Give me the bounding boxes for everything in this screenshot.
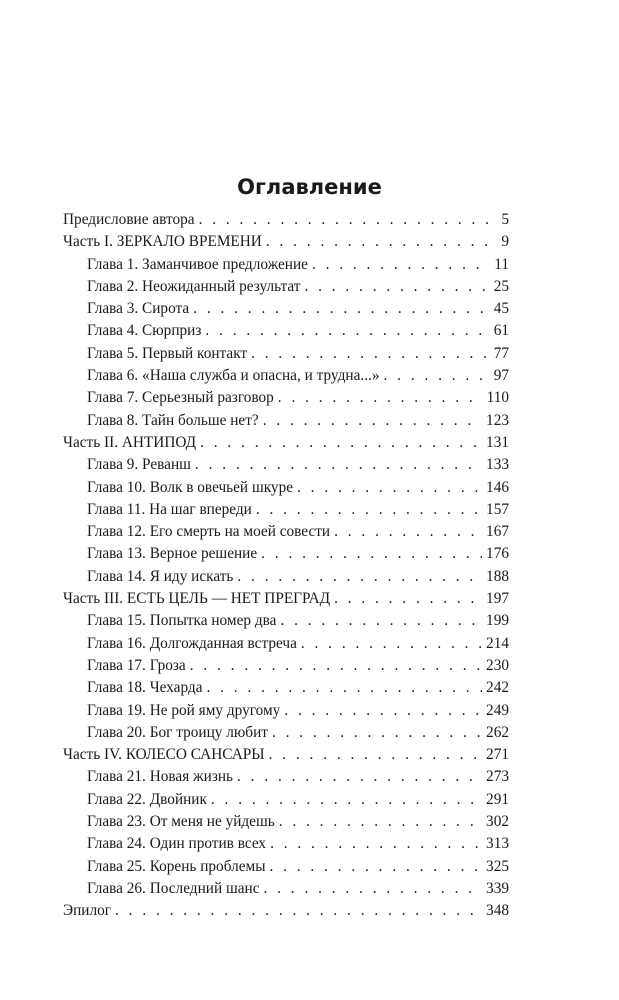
toc-entry-page-number: 61: [493, 322, 509, 340]
dot-leader: [115, 900, 482, 922]
toc-entry-page-number: 262: [486, 723, 509, 741]
dot-leader: [195, 454, 482, 476]
toc-chapter-entry[interactable]: [63, 610, 509, 632]
toc-entry-page-number: 273: [486, 768, 509, 786]
toc-entry-page-number: 313: [486, 835, 509, 853]
toc-chapter-entry[interactable]: [63, 677, 509, 699]
toc-chapter-entry[interactable]: [63, 833, 509, 855]
toc-entry-page-number: 9: [501, 233, 509, 251]
toc-entry-page-number: 214: [486, 634, 509, 652]
toc-entry-label: Глава 18. Чехарда: [87, 679, 203, 697]
toc-entry-label: Глава 12. Его смерть на моей совести: [87, 523, 331, 541]
dot-leader: [280, 610, 482, 632]
toc-entry-label: Часть IV. КОЛЕСО САНСАРЫ: [63, 746, 265, 764]
dot-leader: [193, 298, 490, 320]
toc-entry-label: Глава 22. Двойник: [87, 790, 207, 808]
toc-chapter-entry[interactable]: [63, 298, 509, 320]
toc-entry-label: Глава 4. Сюрприз: [87, 322, 202, 340]
toc-entry-page-number: 123: [486, 411, 509, 429]
toc-entry-page-number: 146: [486, 478, 509, 496]
dot-leader: [301, 633, 482, 655]
dot-leader: [251, 343, 490, 365]
dot-leader: [279, 811, 482, 833]
toc-entry-label: Глава 13. Верное решение: [87, 545, 258, 563]
dot-leader: [199, 209, 498, 231]
dot-leader: [304, 276, 489, 298]
toc-entry-page-number: 11: [494, 255, 509, 273]
toc-chapter-entry[interactable]: [63, 789, 509, 811]
toc-entry-label: Эпилог: [63, 902, 112, 920]
dot-leader: [206, 677, 482, 699]
toc-entry-page-number: 271: [486, 746, 509, 764]
toc-entry-label: Глава 10. Волк в овечьей шкуре: [87, 478, 294, 496]
toc-entry-label: Глава 20. Бог троицу любит: [87, 723, 268, 741]
toc-chapter-entry[interactable]: [63, 410, 509, 432]
dot-leader: [200, 432, 482, 454]
toc-entry-page-number: 131: [486, 433, 509, 451]
toc-chapter-entry[interactable]: [63, 856, 509, 878]
toc-entry-label: Глава 11. На шаг впереди: [87, 500, 252, 518]
toc-entry-label: Глава 2. Неожиданный результат: [87, 277, 301, 295]
toc-part-entry[interactable]: [63, 588, 509, 610]
dot-leader: [312, 254, 490, 276]
dot-leader: [237, 566, 482, 588]
toc-entry-page-number: 197: [486, 590, 509, 608]
toc-entry-label: Глава 14. Я иду искать: [87, 567, 234, 585]
toc-entry-label: Глава 16. Долгожданная встреча: [87, 634, 297, 652]
toc-entry-label: Глава 3. Сирота: [87, 300, 190, 318]
dot-leader: [205, 320, 489, 342]
toc-entry-page-number: 325: [486, 857, 509, 875]
toc-entry-label: Глава 1. Заманчивое предложение: [87, 255, 308, 273]
toc-entry-page-number: 5: [501, 211, 509, 228]
toc-entry-page-number: 242: [486, 679, 509, 697]
toc-chapter-entry[interactable]: [63, 566, 509, 588]
toc-entry-label: Глава 7. Серьезный разговор: [87, 389, 274, 407]
toc-entry-label: Глава 19. Не рой яму другому: [87, 701, 281, 719]
toc-chapter-entry[interactable]: [63, 633, 509, 655]
dot-leader: [237, 766, 482, 788]
toc-entry-page-number: 157: [486, 500, 509, 518]
toc-part-entry[interactable]: [63, 432, 509, 454]
dot-leader: [270, 833, 482, 855]
toc-entry-label: Глава 25. Корень проблемы: [87, 857, 266, 875]
toc-entry-page-number: 167: [486, 523, 509, 541]
toc-entry-label: Глава 26. Последний шанс: [87, 879, 260, 897]
toc-entry-page-number: 110: [486, 389, 509, 407]
toc-chapter-entry[interactable]: [63, 276, 509, 298]
toc-part-entry[interactable]: [63, 231, 509, 253]
toc-entry-page-number: 97: [493, 367, 509, 385]
toc-entry-page-number: 291: [486, 790, 509, 808]
dot-leader: [263, 410, 482, 432]
toc-entry-page-number: 302: [486, 813, 509, 831]
toc-entry-label: Глава 21. Новая жизнь: [87, 768, 234, 786]
dot-leader: [334, 521, 482, 543]
dot-leader: [190, 655, 482, 677]
toc-entry-page-number: 77: [493, 344, 509, 362]
toc-entry-page-number: 230: [486, 656, 509, 674]
toc-entry-label: Глава 24. Один против всех: [87, 835, 267, 853]
page-title: Оглавление: [237, 175, 382, 199]
toc-part-entry[interactable]: [63, 744, 509, 766]
toc-entry-label: Глава 15. Попытка номер два: [87, 612, 277, 630]
toc-entry-page-number: 176: [486, 545, 509, 563]
toc-chapter-entry[interactable]: [63, 343, 509, 365]
toc-chapter-entry[interactable]: [63, 811, 509, 833]
dot-leader: [297, 477, 482, 499]
dot-leader: [384, 365, 490, 387]
toc-part-entry[interactable]: [63, 209, 509, 231]
dot-leader: [264, 878, 483, 900]
toc-chapter-entry[interactable]: [63, 499, 509, 521]
dot-leader: [284, 700, 482, 722]
dot-leader: [211, 789, 482, 811]
toc-chapter-entry[interactable]: [63, 320, 509, 342]
toc-chapter-entry[interactable]: [63, 387, 509, 409]
table-of-contents: [63, 209, 509, 923]
dot-leader: [256, 499, 482, 521]
toc-chapter-entry[interactable]: [63, 477, 509, 499]
toc-chapter-entry[interactable]: [63, 521, 509, 543]
toc-entry-label: Глава 23. От меня не уйдешь: [87, 813, 275, 831]
toc-entry-page-number: 45: [493, 300, 509, 318]
toc-entry-label: Предисловие автора: [63, 211, 195, 228]
toc-chapter-entry[interactable]: [63, 655, 509, 677]
toc-part-entry[interactable]: [63, 900, 509, 922]
dot-leader: [334, 588, 482, 610]
toc-entry-label: Часть III. ЕСТЬ ЦЕЛЬ — НЕТ ПРЕГРАД: [63, 590, 331, 608]
toc-chapter-entry[interactable]: [63, 766, 509, 788]
toc-entry-page-number: 348: [486, 902, 509, 920]
dot-leader: [269, 744, 482, 766]
dot-leader: [278, 387, 483, 409]
toc-entry-page-number: 25: [493, 277, 509, 295]
toc-chapter-entry[interactable]: [63, 365, 509, 387]
dot-leader: [261, 543, 482, 565]
toc-chapter-entry[interactable]: [63, 700, 509, 722]
dot-leader: [272, 722, 482, 744]
toc-entry-page-number: 199: [486, 612, 509, 630]
toc-entry-page-number: 133: [486, 456, 509, 474]
toc-chapter-entry[interactable]: [63, 254, 509, 276]
toc-entry-page-number: 249: [486, 701, 509, 719]
toc-entry-label: Глава 9. Реванш: [87, 456, 191, 474]
toc-entry-label: Часть I. ЗЕРКАЛО ВРЕМЕНИ: [63, 233, 262, 251]
toc-entry-label: Глава 6. «Наша служба и опасна, и трудна...»: [87, 367, 380, 385]
toc-chapter-entry[interactable]: [63, 543, 509, 565]
toc-entry-page-number: 188: [486, 567, 509, 585]
toc-entry-label: Глава 8. Тайн больше нет?: [87, 411, 259, 429]
toc-entry-label: Глава 5. Первый контакт: [87, 344, 248, 362]
dot-leader: [266, 231, 497, 253]
dot-leader: [269, 856, 482, 878]
toc-chapter-entry[interactable]: [63, 878, 509, 900]
toc-entry-page-number: 339: [486, 879, 509, 897]
toc-entry-label: Часть II. АНТИПОД: [63, 433, 197, 451]
toc-chapter-entry[interactable]: [63, 454, 509, 476]
toc-chapter-entry[interactable]: [63, 722, 509, 744]
toc-entry-label: Глава 17. Гроза: [87, 656, 186, 674]
